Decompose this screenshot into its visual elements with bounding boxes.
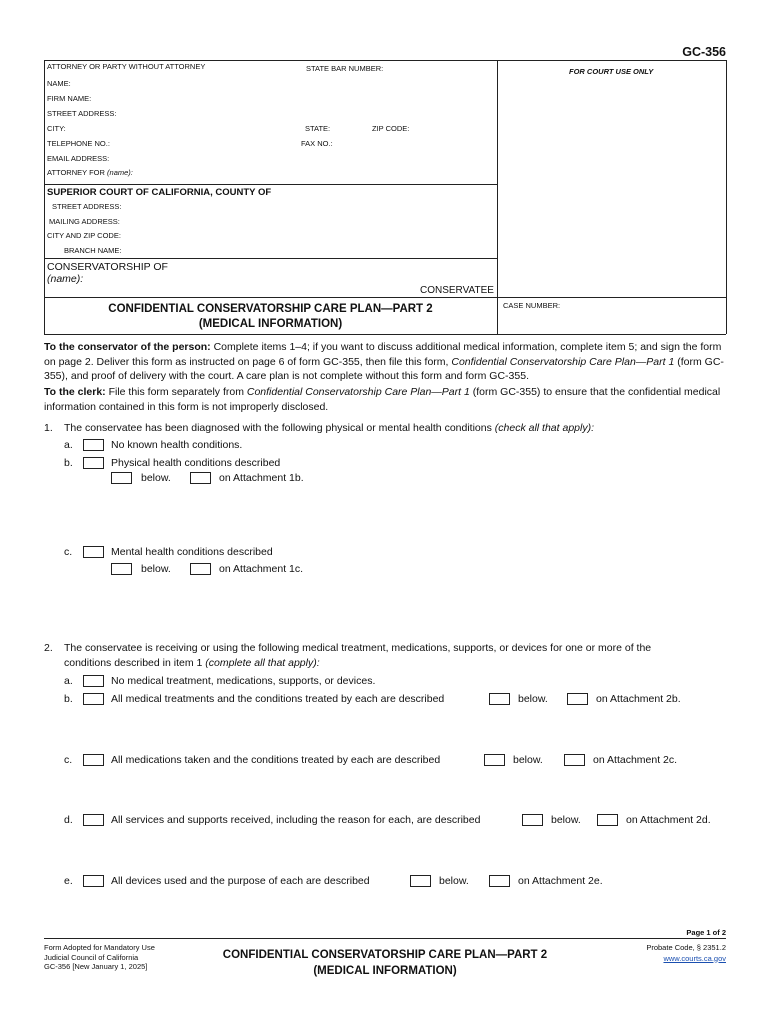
attorney-label: ATTORNEY OR PARTY WITHOUT ATTORNEY: [47, 62, 206, 71]
item2b-text: All medical treatments and the conditions treated by each are described: [111, 693, 445, 705]
header-right-border: [726, 60, 727, 334]
header-bottom-border: [44, 334, 726, 335]
item1c-text: Mental health conditions described: [111, 546, 273, 558]
footer-title-line1: CONFIDENTIAL CONSERVATORSHIP CARE PLAN—PART 2: [222, 949, 548, 961]
item2-number: 2.: [44, 642, 53, 654]
item2c-below: below.: [513, 754, 543, 766]
branch-label: BRANCH NAME:: [64, 246, 122, 255]
email-label: EMAIL ADDRESS:: [47, 154, 110, 163]
item2b-letter: b.: [64, 693, 73, 705]
item2-text-block: [64, 641, 724, 670]
fax-label: FAX NO.:: [301, 139, 333, 148]
case-number-label: CASE NUMBER:: [503, 301, 561, 310]
item2a-letter: a.: [64, 675, 73, 687]
item1-italic: (check all that apply):: [494, 422, 594, 434]
item2d-letter: d.: [64, 814, 73, 826]
item1c-attach-checkbox[interactable]: [190, 563, 211, 575]
footer-title-line2: (MEDICAL INFORMATION): [313, 965, 457, 977]
conservatorship-top-border: [44, 258, 497, 259]
conservator-lead: To the conservator of the person:: [44, 341, 211, 353]
item1a-checkbox[interactable]: [83, 439, 104, 451]
item2d-below: below.: [551, 814, 581, 826]
item1c-letter: c.: [64, 546, 73, 558]
item1a-text: No known health conditions.: [111, 439, 243, 451]
city-label: CITY:: [47, 124, 66, 133]
conservator-italic: Confidential Conservatorship Care Plan—Part 1: [451, 355, 675, 368]
item2d-checkbox[interactable]: [83, 814, 104, 826]
item2d-below-checkbox[interactable]: [522, 814, 543, 826]
item1b-attach: on Attachment 1b.: [219, 472, 304, 484]
item1b-letter: b.: [64, 457, 73, 469]
clerk-instructions: [44, 385, 726, 414]
item2b-attach-checkbox[interactable]: [567, 693, 588, 705]
conservator-text-1: Complete items 1–4; if you want to discuss additional medical information, complete item 5; and sign the form on page 2. Deliver this form as instructed on page 6 of form GC-355, then file this form,: [44, 341, 722, 368]
court-use-label: FOR COURT USE ONLY: [569, 67, 654, 76]
attorney-for-name-label: (name):: [107, 168, 133, 177]
header-left-border: [44, 60, 45, 334]
item2-text-line1: The conservatee is receiving or using the following medical treatment, medications, supports, or devices for one or more of the: [64, 642, 652, 654]
street-label: STREET ADDRESS:: [47, 109, 117, 118]
item1c-attach: on Attachment 1c.: [219, 563, 304, 575]
item2-italic: (complete all that apply):: [205, 656, 320, 669]
item2b-below: below.: [518, 693, 548, 705]
item1b-text: Physical health conditions described: [111, 457, 281, 469]
item2e-letter: e.: [64, 875, 73, 887]
item2c-checkbox[interactable]: [83, 754, 104, 766]
firm-label: FIRM NAME:: [47, 94, 92, 103]
clerk-text-1: File this form separately from: [105, 386, 247, 398]
clerk-text-2: (form GC-355) to ensure that the confidential medical information contained in this form is not improperly disclosed.: [44, 386, 721, 413]
page-number: Page 1 of 2: [686, 928, 726, 937]
item2a-checkbox[interactable]: [83, 675, 104, 687]
item2-text-line2-row: [64, 656, 724, 671]
city-zip-label: CITY AND ZIP CODE:: [47, 231, 121, 240]
item2b-attach: on Attachment 2b.: [596, 693, 681, 705]
item1-number: 1.: [44, 422, 53, 434]
item1-text: The conservatee has been diagnosed with the following physical or mental health conditions: [64, 422, 495, 434]
item1b-below-checkbox[interactable]: [111, 472, 132, 484]
item2c-letter: c.: [64, 754, 73, 766]
adopted-block: [44, 943, 155, 972]
item2e-attach: on Attachment 2e.: [518, 875, 603, 887]
court-street-label: STREET ADDRESS:: [52, 202, 122, 211]
clerk-lead: To the clerk:: [44, 386, 106, 398]
attorney-for-label: ATTORNEY FOR: [47, 168, 105, 177]
item2c-attach: on Attachment 2c.: [593, 754, 678, 766]
item2e-checkbox[interactable]: [83, 875, 104, 887]
header-divider: [497, 60, 498, 334]
item1-text-row: [64, 421, 594, 436]
item1b-attach-checkbox[interactable]: [190, 472, 211, 484]
item2e-text: All devices used and the purpose of each are described: [111, 875, 370, 887]
court-top-border: [44, 184, 497, 185]
state-label: STATE:: [305, 124, 331, 133]
adopted-line1: Form Adopted for Mandatory Use: [44, 943, 155, 952]
name-label: NAME:: [47, 79, 71, 88]
form-title-line1: CONFIDENTIAL CONSERVATORSHIP CARE PLAN—PART 2: [108, 303, 433, 315]
item2a-text: No medical treatment, medications, supports, or devices.: [111, 675, 376, 687]
state-bar-label: STATE BAR NUMBER:: [306, 64, 384, 73]
item1c-below: below.: [141, 563, 171, 575]
mailing-label: MAILING ADDRESS:: [49, 217, 120, 226]
adopted-line3: GC-356 [New January 1, 2025]: [44, 962, 148, 971]
title-top-border: [44, 297, 726, 298]
attorney-for-row: [47, 168, 133, 177]
item2d-text: All services and supports received, including the reason for each, are described: [111, 814, 481, 826]
footer-rule: [44, 938, 726, 939]
item2b-checkbox[interactable]: [83, 693, 104, 705]
item2d-attach-checkbox[interactable]: [597, 814, 618, 826]
item1c-below-checkbox[interactable]: [111, 563, 132, 575]
item2-text-line2: conditions described in item 1: [64, 656, 206, 669]
footer-right-block: [646, 943, 726, 964]
form-title: [44, 302, 497, 332]
conservatorship-name-label: (name):: [47, 273, 84, 285]
header-top-border: [44, 60, 726, 61]
item2e-attach-checkbox[interactable]: [489, 875, 510, 887]
item2e-below: below.: [439, 875, 469, 887]
item1c-checkbox[interactable]: [83, 546, 104, 558]
item2c-attach-checkbox[interactable]: [564, 754, 585, 766]
item2c-text: All medications taken and the conditions treated by each are described: [111, 754, 441, 766]
conservator-text-2: (form GC-355), and proof of delivery with the court. A care plan is not complete without this form and form GC-355.: [44, 355, 724, 382]
zip-label: ZIP CODE:: [372, 124, 410, 133]
item2b-below-checkbox[interactable]: [489, 693, 510, 705]
form-title-line2: (MEDICAL INFORMATION): [198, 318, 343, 330]
adopted-line2: Judicial Council of California: [44, 952, 139, 962]
conservatorship-of-label: CONSERVATORSHIP OF: [47, 261, 168, 273]
item1b-below: below.: [141, 472, 171, 484]
courts-link[interactable]: www.courts.ca.gov: [663, 953, 726, 963]
court-title: SUPERIOR COURT OF CALIFORNIA, COUNTY OF: [47, 187, 272, 198]
conservatee-label: CONSERVATEE: [420, 285, 494, 296]
item1a-letter: a.: [64, 439, 73, 451]
clerk-italic: Confidential Conservatorship Care Plan—Part 1: [246, 386, 470, 398]
item1b-checkbox[interactable]: [83, 457, 104, 469]
form-number: GC-356: [682, 45, 726, 59]
item2c-below-checkbox[interactable]: [484, 754, 505, 766]
conservator-instructions: [44, 340, 726, 384]
footer-title: [190, 947, 580, 979]
item2e-below-checkbox[interactable]: [410, 875, 431, 887]
item2d-attach: on Attachment 2d.: [626, 814, 711, 826]
telephone-label: TELEPHONE NO.:: [47, 139, 110, 148]
probate-code: Probate Code, § 2351.2: [646, 943, 726, 952]
